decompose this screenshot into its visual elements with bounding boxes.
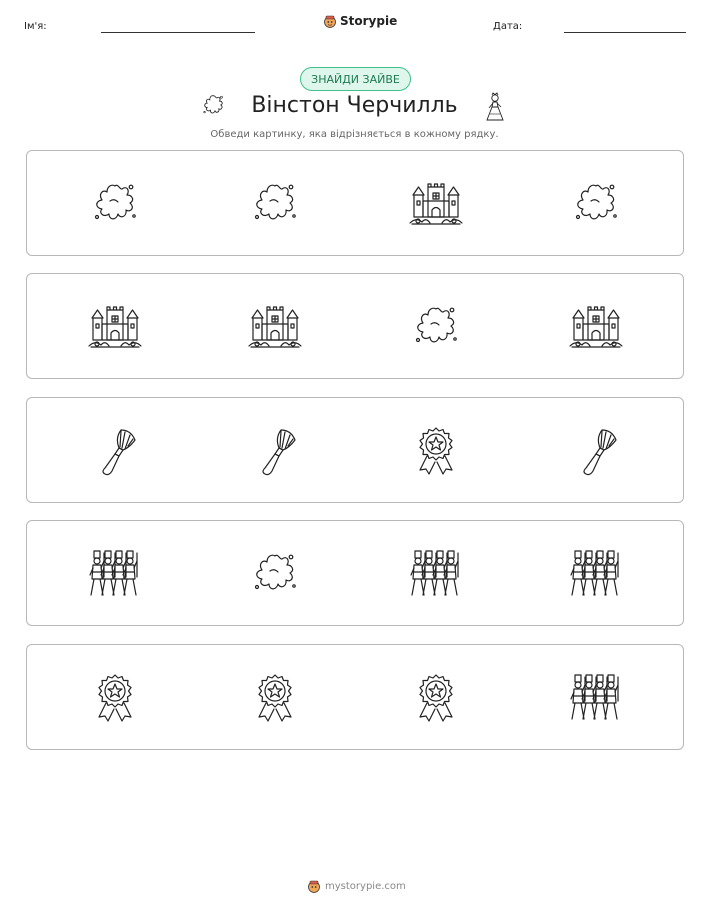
splat-icon bbox=[247, 547, 303, 601]
castle-icon bbox=[408, 177, 464, 231]
row-2-item-1[interactable] bbox=[87, 300, 143, 354]
row-3-item-1[interactable] bbox=[87, 424, 143, 478]
activity-badge: ЗНАЙДИ ЗАЙВЕ bbox=[300, 67, 411, 91]
storypie-mascot-icon bbox=[307, 879, 321, 893]
splat-icon bbox=[247, 177, 303, 231]
medal-icon bbox=[408, 671, 464, 725]
row-1-item-1[interactable] bbox=[87, 177, 143, 231]
page-title: Вінстон Черчилль bbox=[251, 93, 458, 118]
brand-name: Storypie bbox=[340, 14, 398, 28]
footer bbox=[307, 879, 406, 893]
row-1-item-2[interactable] bbox=[247, 177, 303, 231]
row-4-item-4[interactable] bbox=[568, 547, 624, 601]
soldiers-icon bbox=[568, 671, 624, 725]
princess-icon bbox=[483, 92, 507, 122]
storypie-logo bbox=[323, 14, 397, 28]
brush-icon bbox=[247, 424, 303, 478]
medal-icon bbox=[247, 671, 303, 725]
row-4 bbox=[26, 520, 684, 626]
name-label: Ім'я: bbox=[24, 21, 47, 32]
medal-icon bbox=[87, 671, 143, 725]
brush-icon bbox=[87, 424, 143, 478]
row-3-item-4[interactable] bbox=[568, 424, 624, 478]
medal-icon bbox=[408, 424, 464, 478]
row-5-item-3[interactable] bbox=[408, 671, 464, 725]
row-3 bbox=[26, 397, 684, 503]
row-3-item-3[interactable] bbox=[408, 424, 464, 478]
row-3-item-2[interactable] bbox=[247, 424, 303, 478]
row-5-item-1[interactable] bbox=[87, 671, 143, 725]
row-1-item-4[interactable] bbox=[568, 177, 624, 231]
row-4-item-1[interactable] bbox=[87, 547, 143, 601]
row-5 bbox=[26, 644, 684, 750]
date-label: Дата: bbox=[493, 21, 523, 32]
row-4-item-3[interactable] bbox=[408, 547, 464, 601]
row-1-item-3[interactable] bbox=[408, 177, 464, 231]
row-2-item-2[interactable] bbox=[247, 300, 303, 354]
splat-icon bbox=[408, 300, 464, 354]
soldiers-icon bbox=[568, 547, 624, 601]
splat-icon bbox=[87, 177, 143, 231]
soldiers-icon bbox=[87, 547, 143, 601]
brush-icon bbox=[568, 424, 624, 478]
name-line[interactable] bbox=[101, 32, 255, 33]
storypie-mascot-icon bbox=[323, 14, 337, 28]
footer-url: mystorypie.com bbox=[325, 880, 406, 892]
row-5-item-4[interactable] bbox=[568, 671, 624, 725]
castle-icon bbox=[87, 300, 143, 354]
row-4-item-2[interactable] bbox=[247, 547, 303, 601]
castle-icon bbox=[247, 300, 303, 354]
row-2-item-3[interactable] bbox=[408, 300, 464, 354]
row-2 bbox=[26, 273, 684, 379]
instructions: Обведи картинку, яка відрізняється в кожному рядку. bbox=[210, 129, 499, 140]
row-1 bbox=[26, 150, 684, 256]
row-5-item-2[interactable] bbox=[247, 671, 303, 725]
castle-icon bbox=[568, 300, 624, 354]
soldiers-icon bbox=[408, 547, 464, 601]
row-2-item-4[interactable] bbox=[568, 300, 624, 354]
splat-icon bbox=[568, 177, 624, 231]
date-line[interactable] bbox=[564, 32, 686, 33]
